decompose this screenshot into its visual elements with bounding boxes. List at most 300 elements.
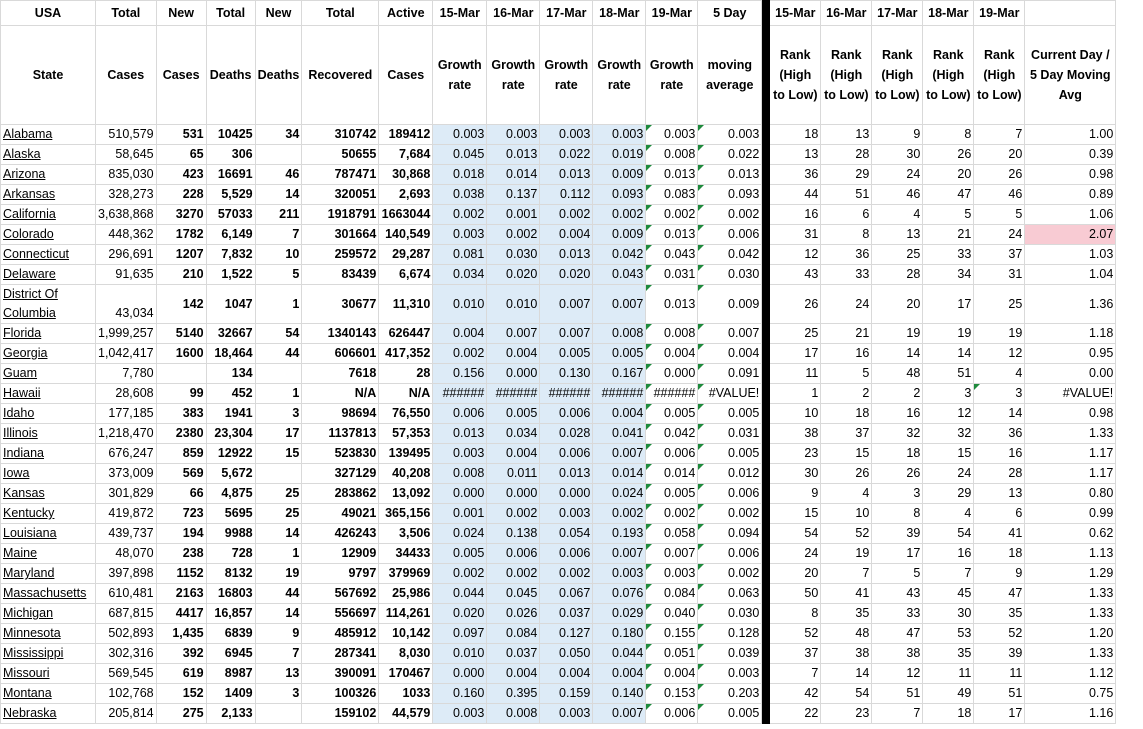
state-link[interactable]: Alaska — [1, 145, 96, 165]
table-cell[interactable]: 23 — [821, 704, 872, 724]
table-cell[interactable]: 39 — [974, 644, 1025, 664]
table-cell[interactable]: 57,353 — [379, 424, 433, 444]
table-cell[interactable]: 30 — [923, 604, 974, 624]
table-cell[interactable]: 29 — [821, 165, 872, 185]
table-cell[interactable]: 0.159 — [540, 684, 593, 704]
table-cell[interactable]: 610,481 — [96, 584, 157, 604]
table-cell[interactable]: 13 — [974, 484, 1025, 504]
table-cell[interactable]: 29 — [923, 484, 974, 504]
table-cell[interactable]: 9 — [255, 624, 302, 644]
table-cell[interactable]: 0.014 — [593, 464, 646, 484]
table-cell[interactable]: 228 — [156, 185, 206, 205]
table-cell[interactable]: 0.95 — [1025, 344, 1116, 364]
table-cell[interactable]: 31 — [770, 225, 821, 245]
table-cell[interactable]: 327129 — [302, 464, 379, 484]
state-link[interactable]: Kansas — [1, 484, 96, 504]
table-cell[interactable]: 0.156 — [433, 364, 487, 384]
table-cell[interactable]: 8132 — [206, 564, 255, 584]
table-cell[interactable]: 15 — [821, 444, 872, 464]
table-cell[interactable]: 1600 — [156, 344, 206, 364]
table-cell[interactable]: 54 — [770, 524, 821, 544]
table-cell[interactable]: 189412 — [379, 125, 433, 145]
table-cell[interactable]: 28 — [821, 145, 872, 165]
table-cell[interactable]: 0.013 — [698, 165, 762, 185]
table-cell[interactable]: 0.004 — [540, 225, 593, 245]
table-cell[interactable]: 48 — [821, 624, 872, 644]
table-cell[interactable]: 0.084 — [646, 584, 698, 604]
state-link[interactable]: Michigan — [1, 604, 96, 624]
table-cell[interactable]: 0.093 — [593, 185, 646, 205]
table-cell[interactable]: 619 — [156, 664, 206, 684]
table-cell[interactable]: 0.002 — [487, 225, 540, 245]
table-cell[interactable]: 0.003 — [433, 704, 487, 724]
table-cell[interactable]: 10 — [821, 504, 872, 524]
table-cell[interactable]: 0.083 — [646, 185, 698, 205]
table-cell[interactable]: 17 — [255, 424, 302, 444]
table-cell[interactable]: 0.043 — [593, 265, 646, 285]
table-cell[interactable]: 44,579 — [379, 704, 433, 724]
table-cell[interactable]: 0.012 — [698, 464, 762, 484]
table-cell[interactable]: 26 — [872, 464, 923, 484]
table-cell[interactable]: 0.024 — [593, 484, 646, 504]
table-cell[interactable]: 0.008 — [487, 704, 540, 724]
table-cell[interactable]: 0.003 — [540, 504, 593, 524]
table-cell[interactable]: 0.081 — [433, 245, 487, 265]
table-cell[interactable]: 1.29 — [1025, 564, 1116, 584]
table-cell[interactable]: 159102 — [302, 704, 379, 724]
table-cell[interactable]: 0.007 — [487, 324, 540, 344]
table-cell[interactable]: 33 — [872, 604, 923, 624]
table-cell[interactable]: 0.004 — [540, 664, 593, 684]
table-cell[interactable]: 18 — [872, 444, 923, 464]
table-cell[interactable]: 0.009 — [593, 165, 646, 185]
table-cell[interactable]: 728 — [206, 544, 255, 564]
table-cell[interactable]: 50655 — [302, 145, 379, 165]
table-cell[interactable]: 12909 — [302, 544, 379, 564]
state-link[interactable]: Maryland — [1, 564, 96, 584]
table-cell[interactable]: 0.045 — [433, 145, 487, 165]
table-cell[interactable]: 9 — [770, 484, 821, 504]
table-cell[interactable]: 426243 — [302, 524, 379, 544]
table-cell[interactable]: 0.005 — [646, 484, 698, 504]
table-cell[interactable]: 42 — [770, 684, 821, 704]
table-cell[interactable]: 0.018 — [433, 165, 487, 185]
table-cell[interactable]: 20 — [923, 165, 974, 185]
column-separator[interactable] — [762, 384, 770, 404]
state-link[interactable]: District Of Columbia — [1, 285, 96, 324]
table-cell[interactable]: 3,638,868 — [96, 205, 157, 225]
table-cell[interactable]: 47 — [923, 185, 974, 205]
table-cell[interactable]: 0.005 — [646, 404, 698, 424]
table-cell[interactable]: 0.039 — [698, 644, 762, 664]
table-cell[interactable]: 485912 — [302, 624, 379, 644]
table-cell[interactable]: 35 — [974, 604, 1025, 624]
state-link[interactable]: Idaho — [1, 404, 96, 424]
table-cell[interactable]: 0.002 — [593, 205, 646, 225]
table-cell[interactable]: 99 — [156, 384, 206, 404]
column-separator[interactable] — [762, 324, 770, 344]
table-cell[interactable]: 152 — [156, 684, 206, 704]
table-cell[interactable]: 25 — [872, 245, 923, 265]
table-cell[interactable]: 16 — [821, 344, 872, 364]
table-cell[interactable]: 1137813 — [302, 424, 379, 444]
table-cell[interactable]: 8 — [923, 125, 974, 145]
table-cell[interactable]: 301664 — [302, 225, 379, 245]
table-cell[interactable]: 0.160 — [433, 684, 487, 704]
column-separator[interactable] — [762, 205, 770, 225]
table-cell[interactable]: 859 — [156, 444, 206, 464]
table-cell[interactable]: 0.167 — [593, 364, 646, 384]
table-cell[interactable]: 1.33 — [1025, 584, 1116, 604]
table-cell[interactable]: 1.16 — [1025, 704, 1116, 724]
table-cell[interactable]: 1.20 — [1025, 624, 1116, 644]
table-cell[interactable]: 556697 — [302, 604, 379, 624]
table-cell[interactable]: 12 — [974, 344, 1025, 364]
table-cell[interactable]: 7 — [872, 704, 923, 724]
table-cell[interactable]: 30677 — [302, 285, 379, 324]
table-cell[interactable]: 390091 — [302, 664, 379, 684]
table-cell[interactable]: 0.004 — [433, 324, 487, 344]
table-cell[interactable]: 7 — [770, 664, 821, 684]
table-cell[interactable]: 43 — [770, 265, 821, 285]
table-cell[interactable]: 51 — [872, 684, 923, 704]
column-separator[interactable] — [762, 504, 770, 524]
table-cell[interactable]: 28,608 — [96, 384, 157, 404]
state-link[interactable]: Georgia — [1, 344, 96, 364]
table-cell[interactable]: 523830 — [302, 444, 379, 464]
table-cell[interactable]: #VALUE! — [1025, 384, 1116, 404]
table-cell[interactable]: 211 — [255, 205, 302, 225]
table-cell[interactable]: 46 — [974, 185, 1025, 205]
table-cell[interactable]: 0.010 — [433, 644, 487, 664]
table-cell[interactable]: 439,737 — [96, 524, 157, 544]
table-cell[interactable]: 3 — [974, 384, 1025, 404]
table-cell[interactable]: 3 — [255, 684, 302, 704]
table-cell[interactable]: 0.003 — [540, 704, 593, 724]
table-cell[interactable]: 45 — [923, 584, 974, 604]
table-cell[interactable]: 0.007 — [593, 704, 646, 724]
table-cell[interactable]: 417,352 — [379, 344, 433, 364]
table-cell[interactable]: 30 — [872, 145, 923, 165]
state-link[interactable]: Missouri — [1, 664, 96, 684]
table-cell[interactable]: 0.007 — [540, 285, 593, 324]
table-cell[interactable]: 7 — [821, 564, 872, 584]
table-cell[interactable]: 1.04 — [1025, 265, 1116, 285]
table-cell[interactable]: 28 — [974, 464, 1025, 484]
table-cell[interactable]: 66 — [156, 484, 206, 504]
table-cell[interactable]: 0.042 — [646, 424, 698, 444]
table-cell[interactable]: 15 — [255, 444, 302, 464]
table-cell[interactable]: 0.031 — [698, 424, 762, 444]
table-cell[interactable]: 0.058 — [646, 524, 698, 544]
table-cell[interactable]: 5140 — [156, 324, 206, 344]
table-cell[interactable]: 13 — [770, 145, 821, 165]
table-cell[interactable]: 5 — [974, 205, 1025, 225]
table-cell[interactable]: 2,693 — [379, 185, 433, 205]
table-cell[interactable]: 687,815 — [96, 604, 157, 624]
table-cell[interactable]: 1.12 — [1025, 664, 1116, 684]
table-cell[interactable]: 0.002 — [646, 504, 698, 524]
table-cell[interactable]: 306 — [206, 145, 255, 165]
table-cell[interactable]: 1663044 — [379, 205, 433, 225]
table-cell[interactable]: 142 — [156, 285, 206, 324]
table-cell[interactable] — [255, 364, 302, 384]
table-cell[interactable]: 0.040 — [646, 604, 698, 624]
table-cell[interactable]: 23,304 — [206, 424, 255, 444]
table-cell[interactable]: 38 — [872, 644, 923, 664]
table-cell[interactable]: 10 — [255, 245, 302, 265]
table-cell[interactable]: 0.002 — [433, 205, 487, 225]
table-cell[interactable]: 0.091 — [698, 364, 762, 384]
table-cell[interactable]: 0.153 — [646, 684, 698, 704]
table-cell[interactable]: 0.005 — [540, 344, 593, 364]
table-cell[interactable]: 0.006 — [540, 444, 593, 464]
table-cell[interactable]: 10,142 — [379, 624, 433, 644]
table-cell[interactable]: 76,550 — [379, 404, 433, 424]
table-cell[interactable]: 0.003 — [433, 225, 487, 245]
table-cell[interactable]: 0.004 — [698, 344, 762, 364]
table-cell[interactable]: 19 — [821, 544, 872, 564]
table-cell[interactable]: 1941 — [206, 404, 255, 424]
table-cell[interactable]: 2.07 — [1025, 225, 1116, 245]
column-separator[interactable] — [762, 524, 770, 544]
table-cell[interactable]: 134 — [206, 364, 255, 384]
table-cell[interactable]: 1,999,257 — [96, 324, 157, 344]
table-cell[interactable]: 3 — [923, 384, 974, 404]
state-link[interactable]: Delaware — [1, 265, 96, 285]
table-cell[interactable]: 0.028 — [540, 424, 593, 444]
table-cell[interactable]: 1.33 — [1025, 424, 1116, 444]
table-cell[interactable]: 8 — [770, 604, 821, 624]
table-cell[interactable]: 47 — [872, 624, 923, 644]
table-cell[interactable]: 0.000 — [487, 484, 540, 504]
table-cell[interactable]: 0.024 — [433, 524, 487, 544]
table-cell[interactable]: 16 — [872, 404, 923, 424]
table-cell[interactable]: 43 — [872, 584, 923, 604]
table-cell[interactable]: 29,287 — [379, 245, 433, 265]
table-cell[interactable]: 26 — [923, 145, 974, 165]
table-cell[interactable]: 0.063 — [698, 584, 762, 604]
table-cell[interactable]: 0.006 — [540, 404, 593, 424]
table-cell[interactable]: 0.026 — [487, 604, 540, 624]
table-cell[interactable]: 24 — [770, 544, 821, 564]
column-separator[interactable] — [762, 165, 770, 185]
table-cell[interactable]: 4 — [974, 364, 1025, 384]
state-link[interactable]: Nebraska — [1, 704, 96, 724]
table-cell[interactable]: 14 — [255, 185, 302, 205]
table-cell[interactable]: 0.002 — [646, 205, 698, 225]
table-cell[interactable]: 17 — [974, 704, 1025, 724]
table-cell[interactable]: 0.005 — [698, 704, 762, 724]
table-cell[interactable]: 18 — [821, 404, 872, 424]
table-cell[interactable]: 1.17 — [1025, 444, 1116, 464]
table-cell[interactable]: 0.000 — [540, 484, 593, 504]
table-cell[interactable]: 0.013 — [540, 165, 593, 185]
table-cell[interactable]: 0.037 — [487, 644, 540, 664]
column-separator[interactable] — [762, 125, 770, 145]
column-separator[interactable] — [762, 225, 770, 245]
column-separator[interactable] — [762, 684, 770, 704]
table-cell[interactable]: 26 — [821, 464, 872, 484]
table-cell[interactable]: 0.89 — [1025, 185, 1116, 205]
table-cell[interactable]: 1152 — [156, 564, 206, 584]
table-cell[interactable]: 12 — [770, 245, 821, 265]
column-separator[interactable] — [762, 704, 770, 724]
table-cell[interactable]: 419,872 — [96, 504, 157, 524]
column-separator[interactable] — [762, 245, 770, 265]
table-cell[interactable]: 1047 — [206, 285, 255, 324]
table-cell[interactable]: 41 — [974, 524, 1025, 544]
table-cell[interactable]: 1 — [255, 544, 302, 564]
table-cell[interactable]: 0.002 — [433, 344, 487, 364]
state-link[interactable]: Massachusetts — [1, 584, 96, 604]
table-cell[interactable]: 302,316 — [96, 644, 157, 664]
table-cell[interactable]: 10 — [770, 404, 821, 424]
table-cell[interactable]: 1409 — [206, 684, 255, 704]
table-cell[interactable]: 0.004 — [646, 344, 698, 364]
table-cell[interactable]: 1782 — [156, 225, 206, 245]
table-cell[interactable]: 1 — [255, 285, 302, 324]
table-cell[interactable]: 0.034 — [433, 265, 487, 285]
table-cell[interactable]: 0.002 — [540, 205, 593, 225]
table-cell[interactable]: 2 — [872, 384, 923, 404]
table-cell[interactable]: 36 — [770, 165, 821, 185]
table-cell[interactable]: 0.014 — [646, 464, 698, 484]
table-cell[interactable]: 177,185 — [96, 404, 157, 424]
table-cell[interactable]: 0.029 — [593, 604, 646, 624]
table-cell[interactable]: 52 — [821, 524, 872, 544]
table-cell[interactable]: 5 — [872, 564, 923, 584]
table-cell[interactable]: 19 — [974, 324, 1025, 344]
table-cell[interactable]: 0.009 — [593, 225, 646, 245]
column-separator[interactable] — [762, 145, 770, 165]
table-cell[interactable]: 320051 — [302, 185, 379, 205]
table-cell[interactable]: 0.000 — [433, 484, 487, 504]
table-cell[interactable]: 22 — [770, 704, 821, 724]
table-cell[interactable]: 423 — [156, 165, 206, 185]
table-cell[interactable]: 3270 — [156, 205, 206, 225]
table-cell[interactable]: 54 — [923, 524, 974, 544]
table-cell[interactable]: 1.03 — [1025, 245, 1116, 265]
table-cell[interactable]: 37 — [770, 644, 821, 664]
table-cell[interactable]: 8 — [872, 504, 923, 524]
table-cell[interactable]: 0.005 — [433, 544, 487, 564]
state-link[interactable]: Alabama — [1, 125, 96, 145]
table-cell[interactable]: ###### — [593, 384, 646, 404]
table-cell[interactable]: 14 — [821, 664, 872, 684]
table-cell[interactable]: 19 — [255, 564, 302, 584]
table-cell[interactable] — [255, 704, 302, 724]
table-cell[interactable]: 9797 — [302, 564, 379, 584]
column-separator[interactable] — [762, 265, 770, 285]
table-cell[interactable]: 835,030 — [96, 165, 157, 185]
table-cell[interactable]: 0.001 — [487, 205, 540, 225]
table-cell[interactable]: 383 — [156, 404, 206, 424]
table-cell[interactable]: 3 — [872, 484, 923, 504]
table-cell[interactable]: 5,672 — [206, 464, 255, 484]
table-cell[interactable]: 139495 — [379, 444, 433, 464]
table-cell[interactable]: 379969 — [379, 564, 433, 584]
table-cell[interactable]: 1.18 — [1025, 324, 1116, 344]
table-cell[interactable]: 0.020 — [540, 265, 593, 285]
table-cell[interactable]: 25 — [974, 285, 1025, 324]
table-cell[interactable]: 18 — [770, 125, 821, 145]
table-cell[interactable]: 1.13 — [1025, 544, 1116, 564]
table-cell[interactable]: 510,579 — [96, 125, 157, 145]
table-cell[interactable]: 44 — [255, 344, 302, 364]
table-cell[interactable]: 46 — [255, 165, 302, 185]
table-cell[interactable]: 4 — [923, 504, 974, 524]
table-cell[interactable]: 17 — [770, 344, 821, 364]
state-link[interactable]: Kentucky — [1, 504, 96, 524]
table-cell[interactable]: 0.009 — [698, 285, 762, 324]
table-cell[interactable]: 44 — [770, 185, 821, 205]
table-cell[interactable]: 787471 — [302, 165, 379, 185]
table-cell[interactable]: 37 — [974, 245, 1025, 265]
table-cell[interactable]: 7618 — [302, 364, 379, 384]
table-cell[interactable]: 0.003 — [540, 125, 593, 145]
table-cell[interactable]: 13 — [255, 664, 302, 684]
table-cell[interactable]: 676,247 — [96, 444, 157, 464]
table-cell[interactable]: 0.002 — [698, 504, 762, 524]
table-cell[interactable]: 0.008 — [593, 324, 646, 344]
table-cell[interactable]: 34 — [923, 265, 974, 285]
table-cell[interactable]: 0.00 — [1025, 364, 1116, 384]
table-cell[interactable]: 0.067 — [540, 584, 593, 604]
table-cell[interactable]: 1 — [255, 384, 302, 404]
table-cell[interactable]: 1340143 — [302, 324, 379, 344]
table-cell[interactable]: 0.002 — [698, 564, 762, 584]
table-cell[interactable]: 1.06 — [1025, 205, 1116, 225]
table-cell[interactable]: 0.005 — [593, 344, 646, 364]
state-link[interactable]: Connecticut — [1, 245, 96, 265]
table-cell[interactable]: 53 — [923, 624, 974, 644]
table-cell[interactable]: 0.127 — [540, 624, 593, 644]
table-cell[interactable]: 6945 — [206, 644, 255, 664]
table-cell[interactable]: 0.004 — [487, 344, 540, 364]
table-cell[interactable]: 26 — [974, 165, 1025, 185]
table-cell[interactable]: 328,273 — [96, 185, 157, 205]
table-cell[interactable]: 49021 — [302, 504, 379, 524]
table-cell[interactable]: 25 — [255, 484, 302, 504]
table-cell[interactable]: 7,832 — [206, 245, 255, 265]
table-cell[interactable]: 17 — [872, 544, 923, 564]
table-cell[interactable]: 2380 — [156, 424, 206, 444]
state-link[interactable]: California — [1, 205, 96, 225]
table-cell[interactable]: 0.003 — [593, 125, 646, 145]
table-cell[interactable]: 0.000 — [433, 664, 487, 684]
table-cell[interactable]: 19 — [872, 324, 923, 344]
table-cell[interactable]: 0.003 — [698, 125, 762, 145]
table-cell[interactable]: 0.094 — [698, 524, 762, 544]
table-cell[interactable]: 5695 — [206, 504, 255, 524]
table-cell[interactable]: 0.98 — [1025, 404, 1116, 424]
table-cell[interactable]: 9 — [872, 125, 923, 145]
table-cell[interactable]: 452 — [206, 384, 255, 404]
table-cell[interactable]: 1 — [770, 384, 821, 404]
table-cell[interactable]: 2 — [821, 384, 872, 404]
table-cell[interactable]: 567692 — [302, 584, 379, 604]
table-cell[interactable]: 0.004 — [646, 664, 698, 684]
table-cell[interactable]: 0.006 — [487, 544, 540, 564]
table-cell[interactable]: 0.007 — [646, 544, 698, 564]
table-cell[interactable]: 25 — [770, 324, 821, 344]
table-cell[interactable]: 65 — [156, 145, 206, 165]
state-link[interactable]: Indiana — [1, 444, 96, 464]
column-separator[interactable] — [762, 464, 770, 484]
table-cell[interactable]: 0.013 — [646, 225, 698, 245]
table-cell[interactable]: 28 — [872, 265, 923, 285]
